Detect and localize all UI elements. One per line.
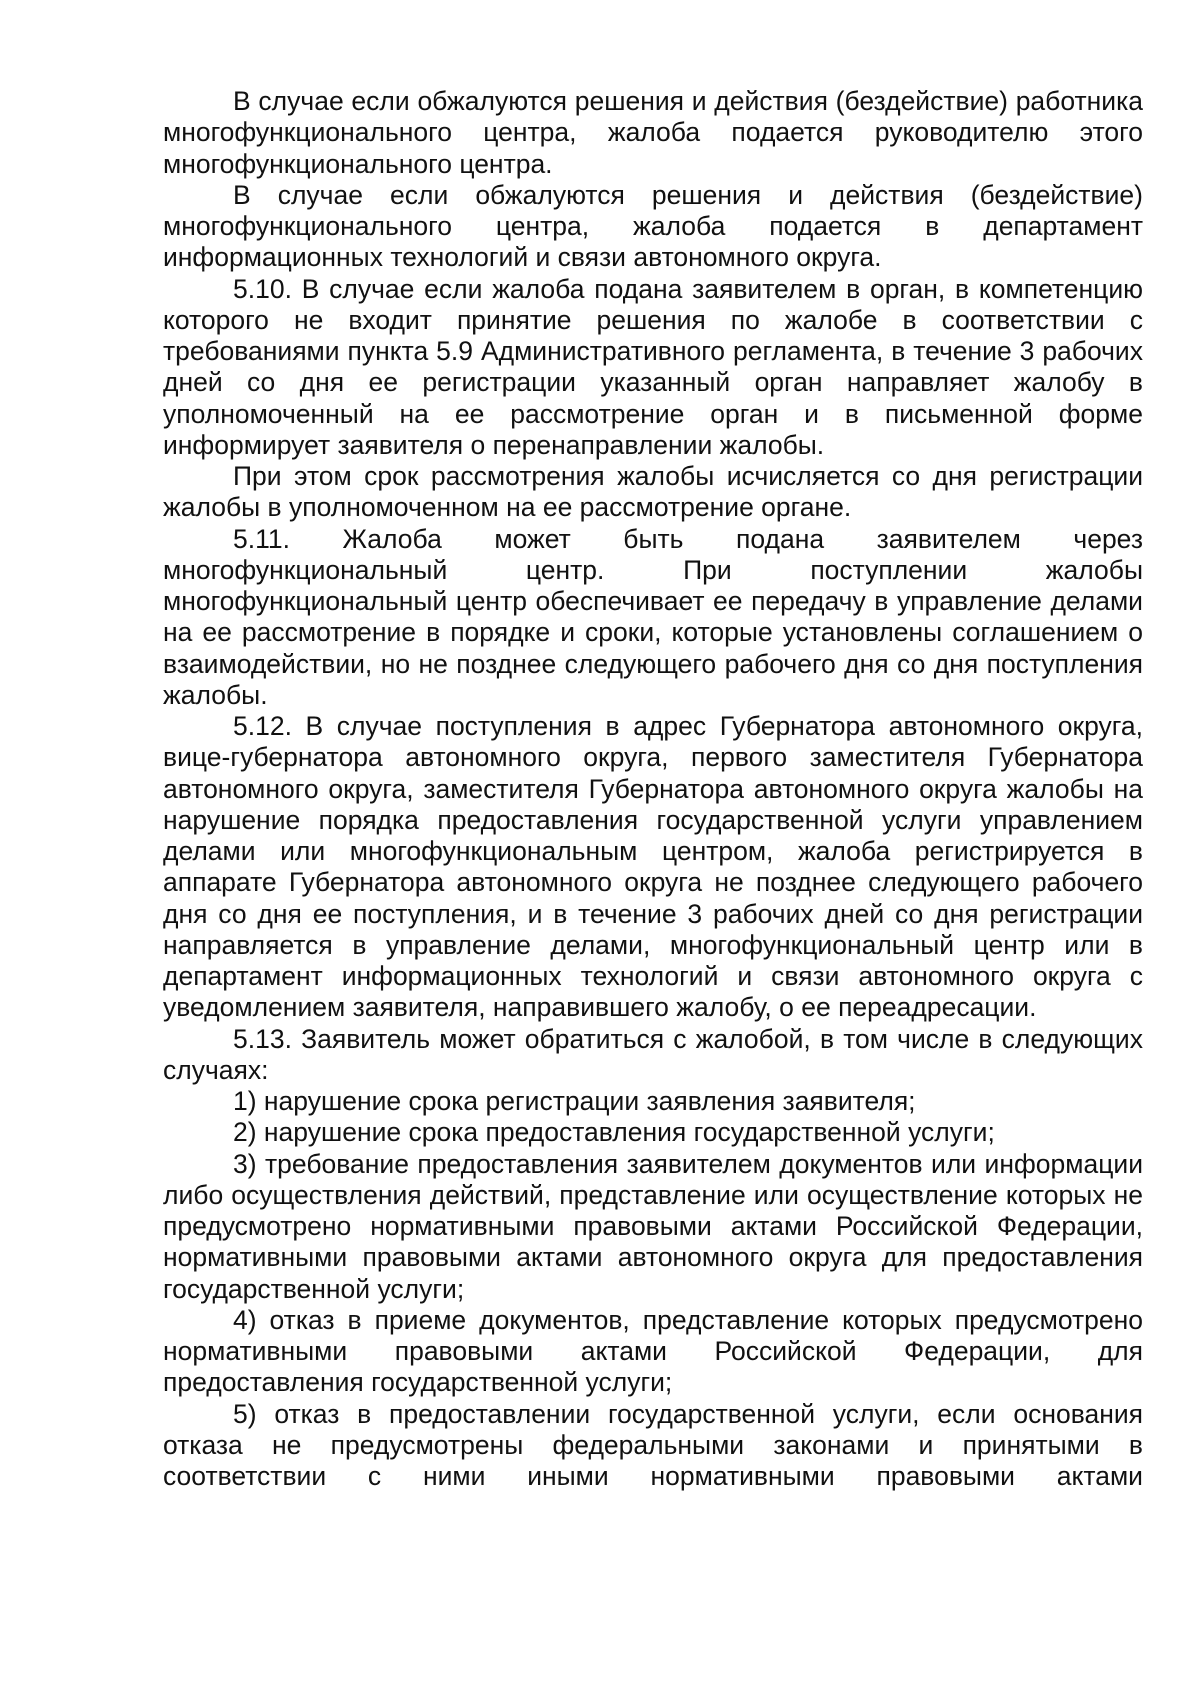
paragraph-complaint-mfc-employee: В случае если обжалуются решения и действия (бездействие) работника многофункционального центра, жалоба подается руководителю этого многофункционального центра.: [163, 86, 1143, 179]
paragraph-5-12: 5.12. В случае поступления в адрес Губернатора автономного округа, вице-губернатора автономного округа, первого заместителя Губернатора автономного округа, заместителя Губернатора автономного округа жалобы на нарушение порядка предоставления государственной услуги управлением делами или многофункциональным центром, жалоба регистрируется в аппарате Губернатора автономного округа не позднее следующего рабочего дня со дня ее поступления, и в течение 3 рабочих дней со дня регистрации направляется в управление делами, многофункциональный центр или в департамент информационных технологий и связи автономного округа с уведомлением заявителя, направившего жалобу, о ее переадресации.: [163, 711, 1143, 1023]
list-item-1: 1) нарушение срока регистрации заявления заявителя;: [233, 1086, 916, 1116]
list-item-5: 5) отказ в предоставлении государственной услуги, если основания отказа не предусмотрены федеральными законами и принятыми в соответствии с ними иными нормативными правовыми актами: [163, 1398, 1143, 1491]
paragraph-5-10: 5.10. В случае если жалоба подана заявителем в орган, в компетенцию которого не входит принятие решения по жалобе в соответствии с требованиями пункта 5.9 Административного регламента, в течение 3 рабочих дней со дня ее регистрации указанный орган направляет жалобу в уполномоченный на ее рассмотрение орган и в письменной форме информирует заявителя о перенаправлении жалобы.: [163, 273, 1143, 460]
paragraph-complaint-mfc: В случае если обжалуются решения и действия (бездействие) многофункционального центра, жалоба подается в департамент информационных технологий и связи автономного округа.: [163, 179, 1143, 273]
list-item-3: 3) требование предоставления заявителем документов или информации либо осуществления действий, представление или осуществление которых не предусмотрено нормативными правовыми актами Российской Федерации, нормативными правовыми актами автономного округа для предоставления государственной услуги;: [163, 1148, 1143, 1304]
document-page: [163, 86, 1143, 1492]
paragraph-5-11: 5.11. Жалоба может быть подана заявителем через многофункциональный центр. При поступлении жалобы многофункциональный центр обеспечивает ее передачу в управление делами на ее рассмотрение в порядке и сроки, которые установлены соглашением о взаимодействии, но не позднее следующего рабочего дня со дня поступления жалобы.: [163, 523, 1143, 710]
paragraph-5-13: 5.13. Заявитель может обратиться с жалобой, в том числе в следующих случаях:: [163, 1023, 1143, 1085]
paragraph-review-term: При этом срок рассмотрения жалобы исчисляется со дня регистрации жалобы в уполномоченном на ее рассмотрение органе.: [163, 461, 1143, 523]
list-item-2: 2) нарушение срока предоставления государственной услуги;: [233, 1117, 995, 1148]
list-item-4: 4) отказ в приеме документов, представление которых предусмотрено нормативными правовыми актами Российской Федерации, для предоставления государственной услуги;: [163, 1304, 1143, 1398]
